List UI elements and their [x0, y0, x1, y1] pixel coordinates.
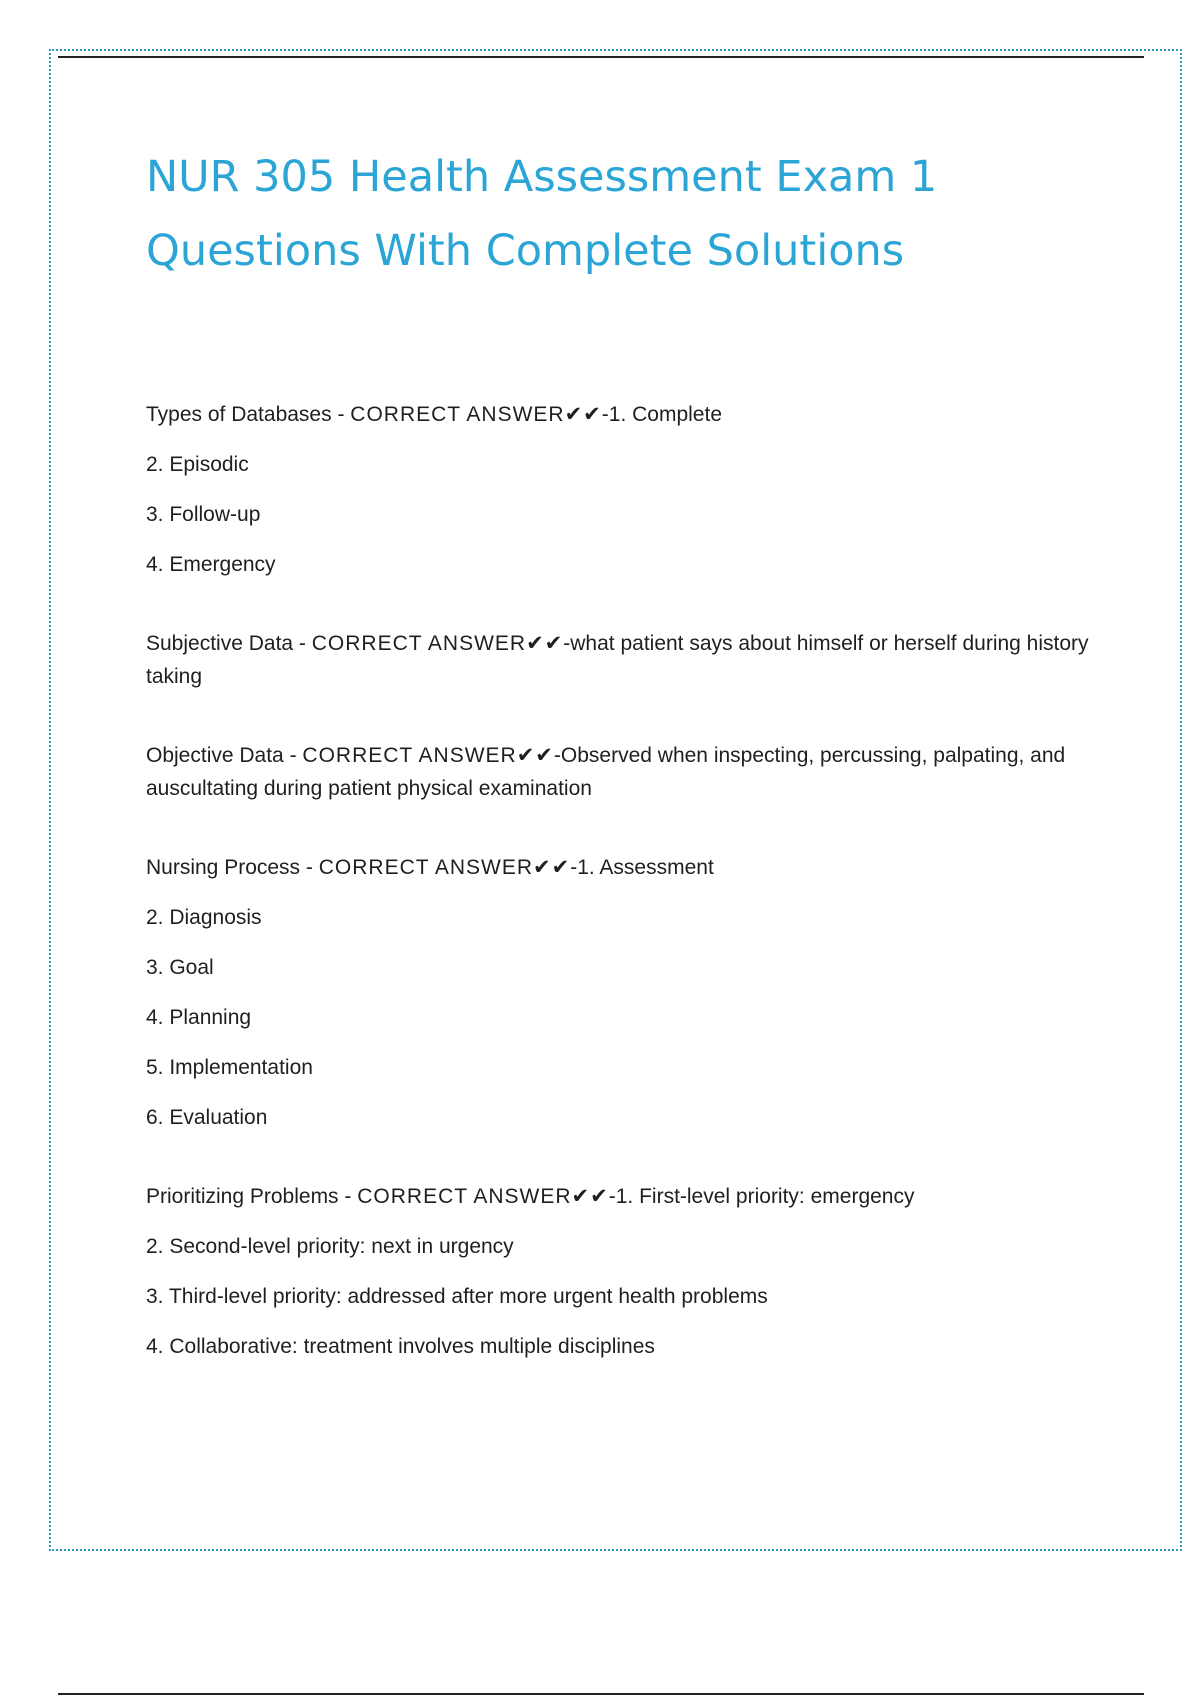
- list-item: 3. Third-level priority: addressed after more urgent health problems: [146, 1285, 768, 1308]
- answer-text: 1. Complete: [608, 403, 723, 426]
- qa-list: [146, 398, 1106, 1409]
- title-line-1: NUR 305 Health Assessment Exam 1: [146, 152, 938, 202]
- answer-text: what patient says about himself or herself during history taking: [146, 632, 1089, 688]
- qa-section-objective-data: [146, 739, 1106, 805]
- qa-section-databases: [146, 398, 1106, 581]
- document-title: [146, 140, 1046, 288]
- question-term: Types of Databases: [146, 403, 332, 426]
- list-item: 2. Episodic: [146, 453, 249, 476]
- question-line: Types of Databases - CORRECT ANSWER✔✔-1. Complete: [146, 403, 723, 426]
- answer-marker: CORRECT ANSWER✔✔: [318, 856, 571, 879]
- answer-text: 1. Assessment: [577, 856, 714, 879]
- question-term: Prioritizing Problems: [146, 1185, 339, 1208]
- list-item: 4. Collaborative: treatment involves multiple disciplines: [146, 1335, 655, 1358]
- list-item: 4. Planning: [146, 1006, 252, 1029]
- question-line: Objective Data - CORRECT ANSWER✔✔-Observed when inspecting, percussing, palpating, and auscultating during patient physical examination: [146, 744, 1066, 800]
- list-item: 2. Second-level priority: next in urgency: [146, 1235, 514, 1258]
- title-line-2: Questions With Complete Solutions: [146, 226, 905, 276]
- list-item: 4. Emergency: [146, 553, 276, 576]
- qa-section-prioritizing-problems: [146, 1180, 1106, 1363]
- question-line: Prioritizing Problems - CORRECT ANSWER✔✔-1. First-level priority: emergency: [146, 1185, 915, 1208]
- question-line: Subjective Data - CORRECT ANSWER✔✔-what patient says about himself or herself during history taking: [146, 632, 1089, 688]
- list-item: 5. Implementation: [146, 1056, 313, 1079]
- question-term: Subjective Data: [146, 632, 294, 655]
- answer-text: 1. First-level priority: emergency: [615, 1185, 915, 1208]
- footer-rule: [58, 1693, 1144, 1695]
- question-term: Nursing Process: [146, 856, 301, 879]
- answer-marker: CORRECT ANSWER✔✔: [302, 744, 554, 767]
- list-item: 3. Goal: [146, 956, 214, 979]
- list-item: 3. Follow-up: [146, 503, 261, 526]
- list-item: 6. Evaluation: [146, 1106, 268, 1129]
- qa-section-subjective-data: [146, 627, 1106, 693]
- answer-marker: CORRECT ANSWER✔✔: [350, 403, 602, 426]
- answer-text: Observed when inspecting, percussing, palpating, and auscultating during patient physical examination: [146, 744, 1066, 800]
- question-term: Objective Data: [146, 744, 284, 767]
- question-line: Nursing Process - CORRECT ANSWER✔✔-1. Assessment: [146, 856, 714, 879]
- answer-marker: CORRECT ANSWER✔✔: [311, 632, 564, 655]
- qa-section-nursing-process: [146, 851, 1106, 1134]
- list-item: 2. Diagnosis: [146, 906, 262, 929]
- answer-marker: CORRECT ANSWER✔✔: [357, 1185, 609, 1208]
